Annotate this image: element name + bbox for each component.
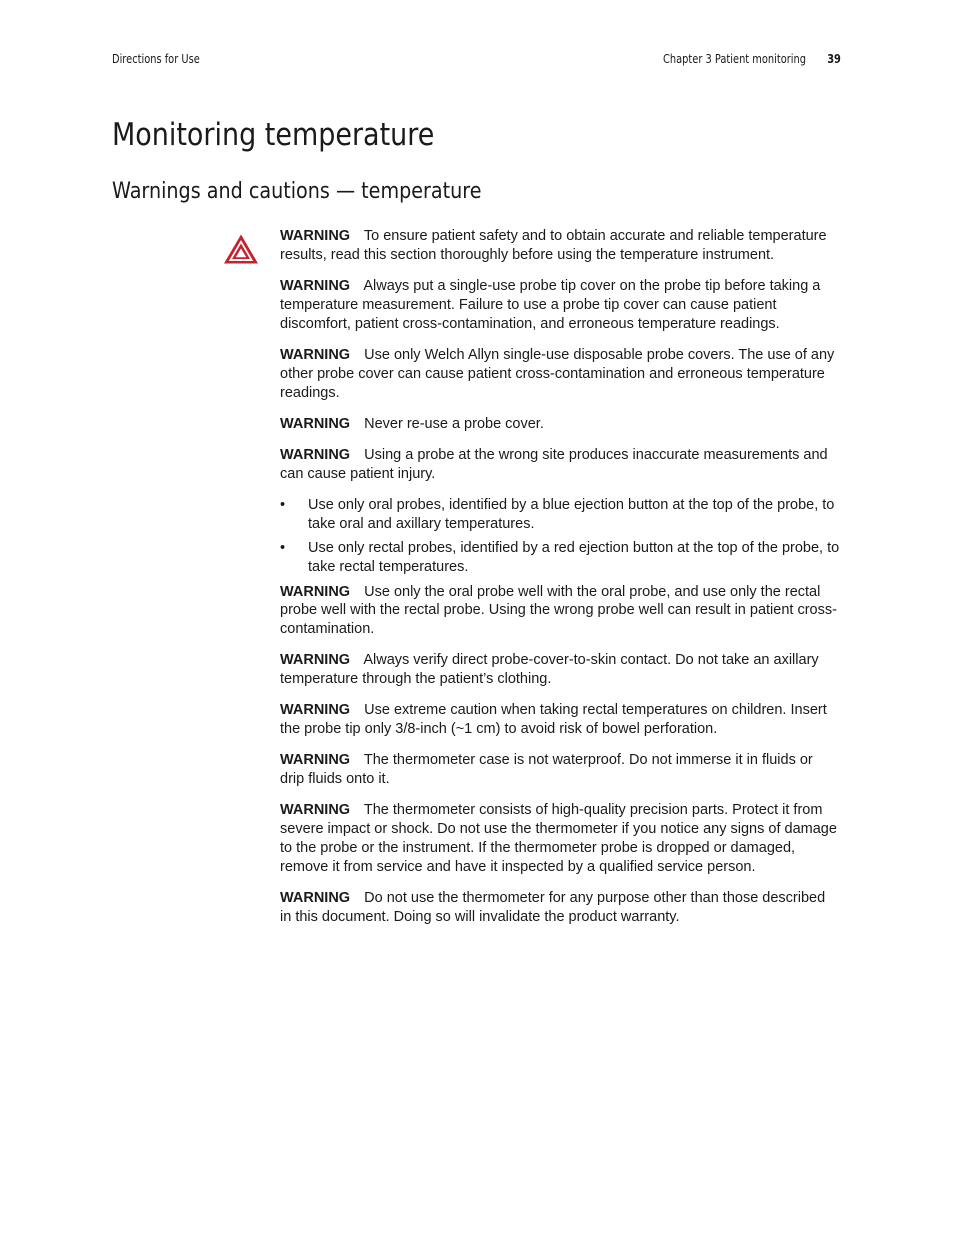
warning-paragraph — [280, 583, 840, 640]
running-header-right — [663, 52, 841, 66]
warning-text: Use extreme caution when taking rectal temperatures on children. Insert the probe tip only 3/8-inch (~1 cm) to avoid risk of bowel perforation. — [280, 702, 827, 738]
warning-triangle-icon — [223, 233, 259, 265]
warning-text: Do not use the thermometer for any purpose other than those described in this document. Doing so will invalidate the product warranty. — [280, 890, 826, 926]
warning-paragraph — [280, 415, 840, 434]
warning-text: Never re-use a probe cover. — [364, 415, 544, 432]
warning-paragraph — [280, 751, 840, 789]
warnings-group-1 — [280, 227, 840, 484]
warning-paragraph — [280, 277, 840, 334]
chapter-label: Chapter 3 Patient monitoring — [663, 52, 807, 66]
bullet-glyph: • — [280, 496, 286, 513]
warning-label: WARNING — [280, 278, 351, 294]
bullet-text: Use only oral probes, identified by a blue ejection button at the top of the probe, to take oral and axillary temperatures. — [308, 496, 835, 532]
warning-paragraph — [280, 227, 840, 265]
bullet-text: Use only rectal probes, identified by a red ejection button at the top of the probe, to take rectal temperatures. — [308, 540, 840, 576]
warning-text: The thermometer consists of high-quality precision parts. Protect it from severe impact or shock. Do not use the thermometer if you notice any signs of damage to the probe or the instrument. If the thermometer probe is dropped or damaged, remove it from service and have it inspected by a qualified service person. — [280, 802, 837, 876]
page-title: Monitoring temperature — [112, 117, 435, 153]
section-title: Warnings and cautions — temperature — [112, 179, 482, 204]
warning-label: WARNING — [280, 583, 351, 600]
warnings-group-2 — [280, 583, 840, 928]
warning-text: Use only Welch Allyn single-use disposable probe covers. The use of any other probe cover can cause patient cross-contamination and erroneous temperature readings. — [280, 346, 835, 401]
warning-text: Always verify direct probe-cover-to-skin contact. Do not take an axillary temperature through the patient’s clothing. — [280, 652, 819, 688]
warning-label: WARNING — [280, 890, 351, 907]
warning-paragraph — [280, 346, 840, 403]
warning-label: WARNING — [280, 415, 351, 432]
warning-text: Using a probe at the wrong site produces inaccurate measurements and can cause patient injury. — [280, 446, 828, 482]
warning-label: WARNING — [280, 802, 351, 819]
warning-text: The thermometer case is not waterproof. Do not immerse it in fluids or drip fluids onto it. — [280, 752, 813, 788]
running-header-left: Directions for Use — [112, 52, 200, 66]
warning-paragraph — [280, 446, 840, 484]
warning-paragraph — [280, 889, 840, 927]
warning-label: WARNING — [280, 752, 351, 769]
warnings-body — [280, 227, 840, 939]
warning-paragraph — [280, 701, 840, 739]
probe-bullet-list — [280, 496, 840, 577]
bullet-item — [280, 539, 840, 577]
warning-label: WARNING — [280, 446, 351, 463]
warning-label: WARNING — [280, 652, 351, 669]
warning-label: WARNING — [280, 228, 351, 244]
warning-paragraph — [280, 801, 840, 877]
warning-text: To ensure patient safety and to obtain accurate and reliable temperature results, read this section thoroughly before using the temperature instrument. — [280, 228, 827, 263]
warning-text: Always put a single-use probe tip cover on the probe tip before taking a temperature measurement. Failure to use a probe tip cover can cause patient discomfort, patient cross-contamination, and erroneous temperature readings. — [280, 278, 821, 332]
bullet-item — [280, 496, 840, 534]
warning-text: Use only the oral probe well with the oral probe, and use only the rectal probe well with the rectal probe. Using the wrong probe well can result in patient cross-contamination. — [280, 583, 837, 638]
warning-label: WARNING — [280, 702, 351, 719]
warning-label: WARNING — [280, 346, 351, 363]
warning-paragraph — [280, 651, 840, 689]
bullet-glyph: • — [280, 540, 286, 557]
page-number: 39 — [827, 52, 841, 66]
